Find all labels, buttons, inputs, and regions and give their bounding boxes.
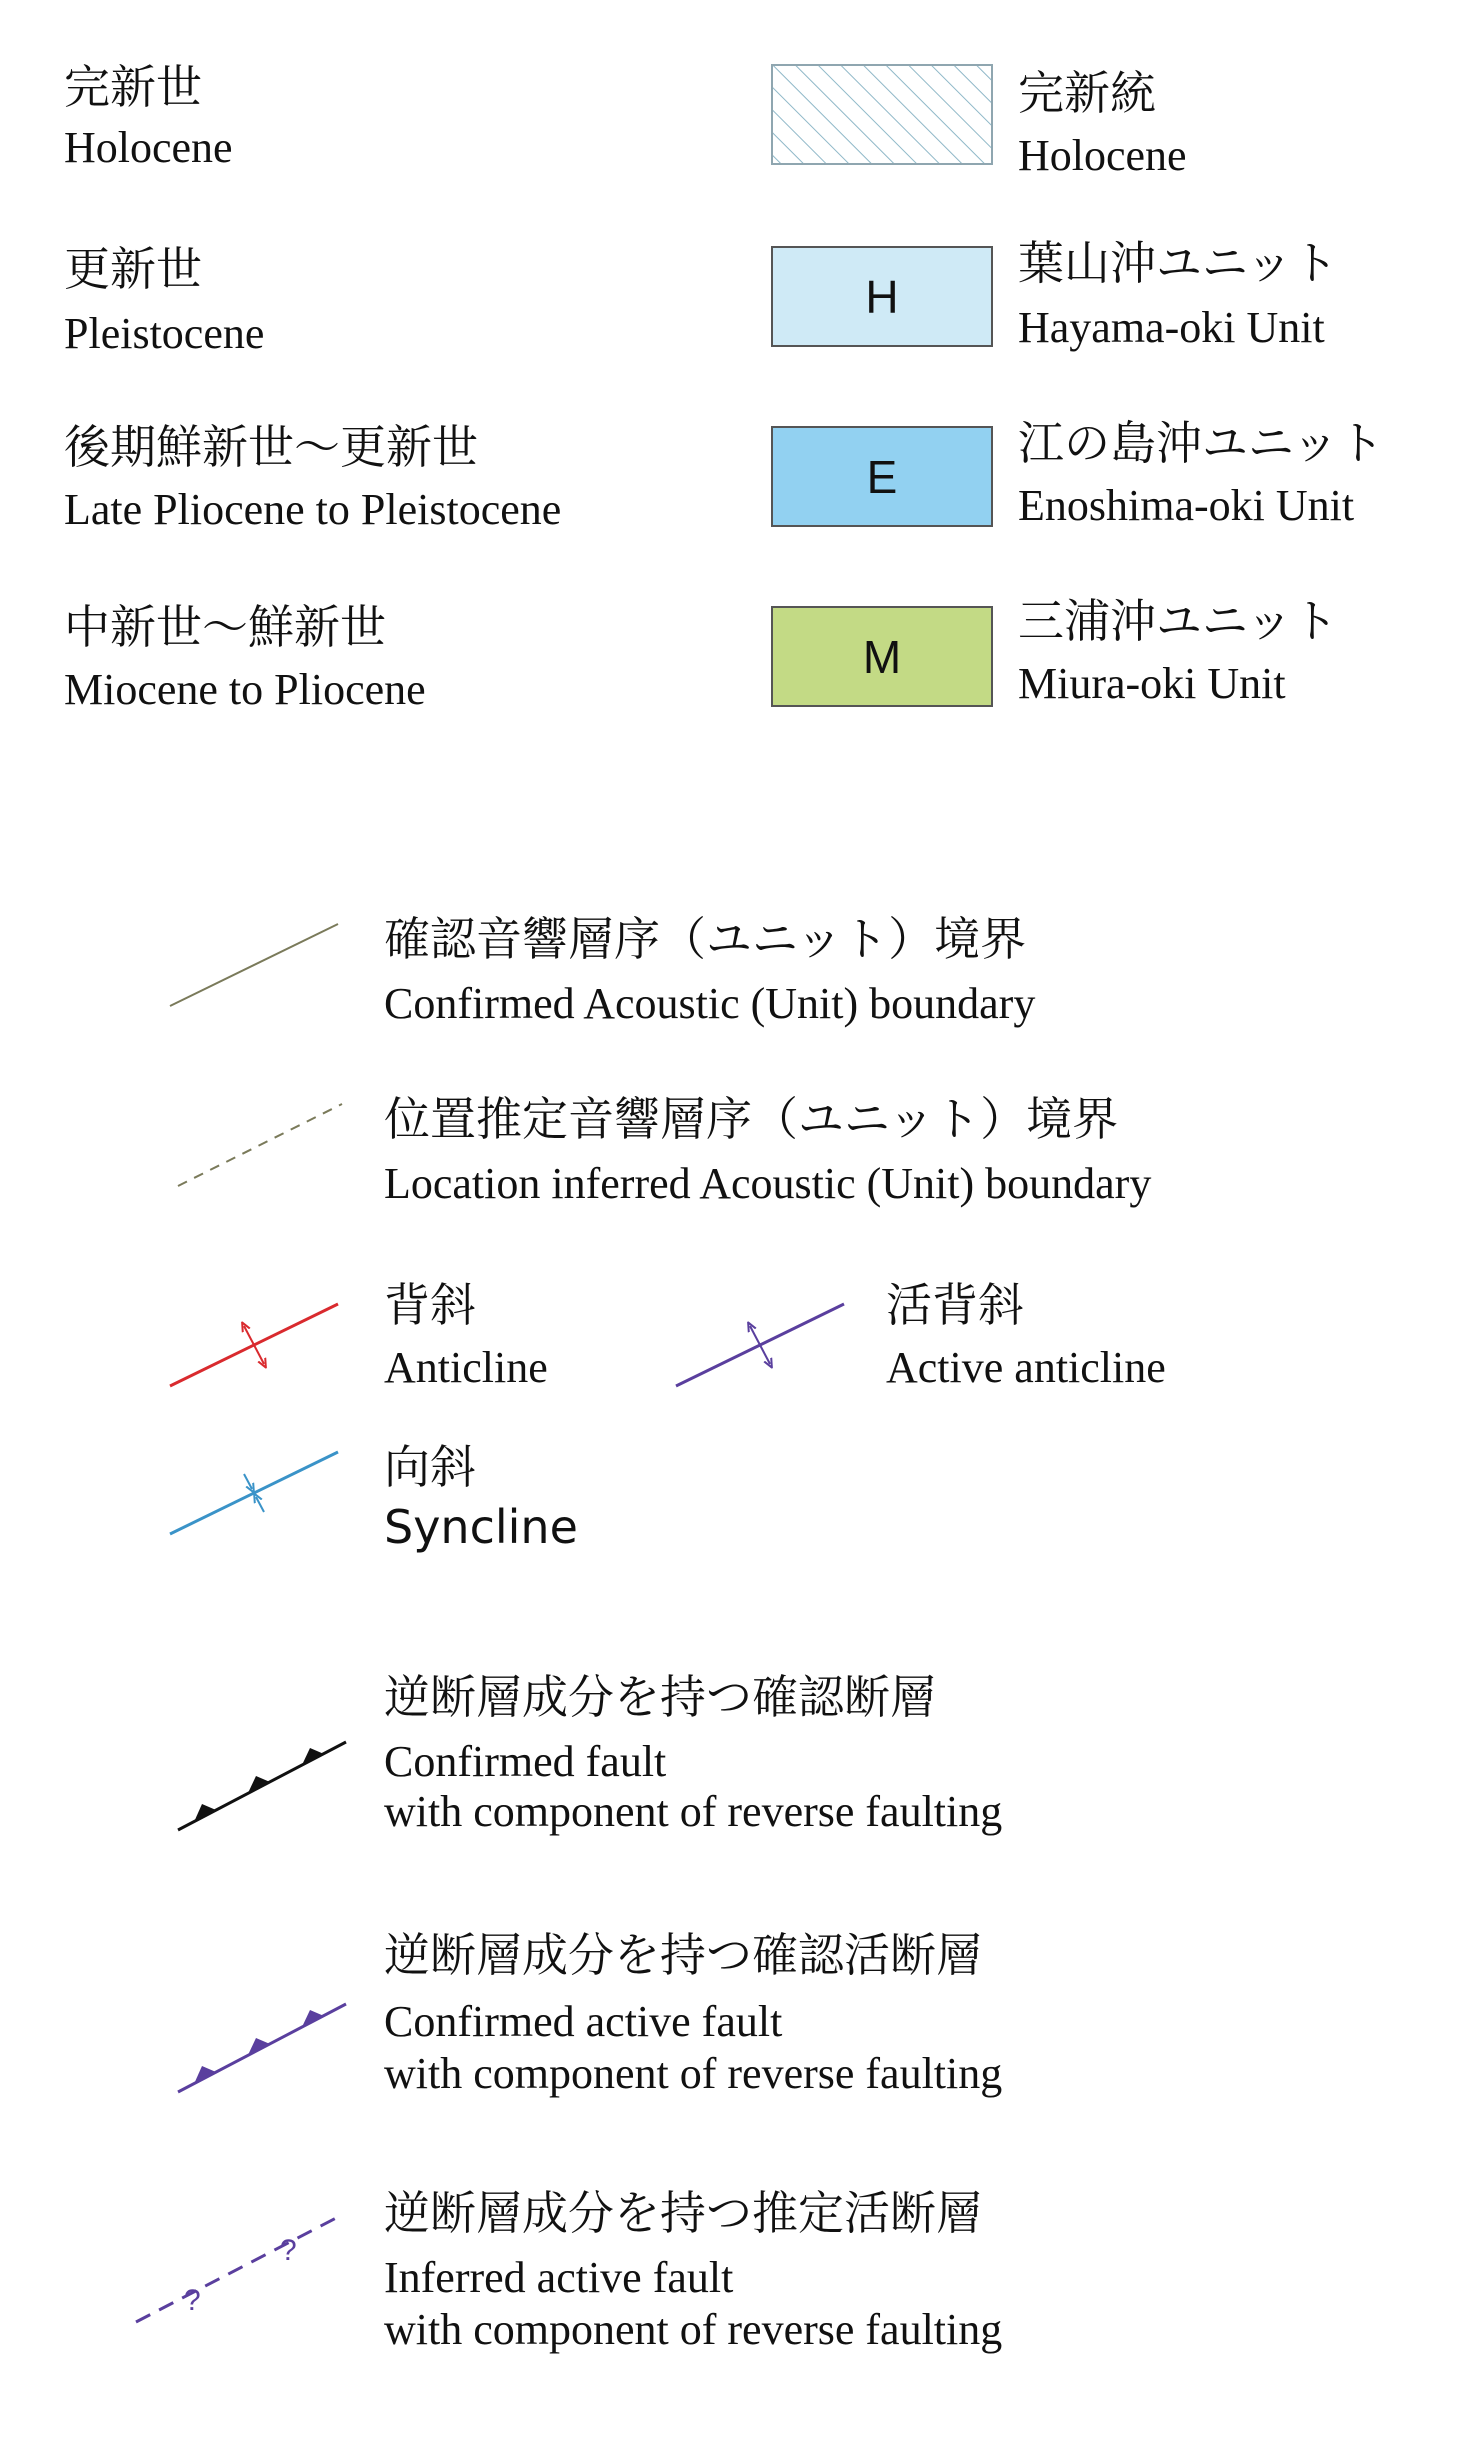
boundary-label-jp: 位置推定音響層序（ユニット）境界: [384, 1092, 1119, 1146]
unit-label-jp: 三浦沖ユニット: [1018, 594, 1339, 648]
fault-label-en: Inferred active fault: [384, 2253, 734, 2302]
unit-swatch-h: H: [771, 246, 993, 347]
fold-label-en: Anticline: [384, 1343, 548, 1392]
era-label-en: Miocene to Pliocene: [64, 665, 426, 714]
unit-label-jp: 江の島沖ユニット: [1018, 416, 1385, 470]
unit-label-jp: 葉山沖ユニット: [1018, 236, 1339, 290]
era-label-jp: 完新世: [64, 60, 202, 114]
anticline-symbol: [168, 1300, 344, 1390]
holocene-hatched-swatch: [771, 64, 993, 165]
unit-label-en: Hayama-oki Unit: [1018, 303, 1325, 352]
unit-swatch-m: M: [771, 606, 993, 707]
unit-swatch-e: E: [771, 426, 993, 527]
boundary-label-en: Confirmed Acoustic (Unit) boundary: [384, 979, 1036, 1028]
fold-label-en: Active anticline: [886, 1343, 1166, 1392]
era-label-en: Late Pliocene to Pleistocene: [64, 485, 562, 534]
boundary-label-en: Location inferred Acoustic (Unit) boundary: [384, 1159, 1152, 1208]
fault-question-marker: ?: [280, 2234, 297, 2267]
inferred-boundary-line-symbol: [176, 1100, 352, 1190]
fault-question-marker: ?: [184, 2284, 201, 2317]
era-label-jp: 更新世: [64, 242, 202, 296]
fold-label-jp: 向斜: [384, 1440, 476, 1494]
unit-label-jp: 完新統: [1018, 66, 1156, 120]
confirmed-fault-symbol: [176, 1734, 356, 1834]
syncline-symbol: [168, 1448, 344, 1538]
fault-label-en-detail: with component of reverse faulting: [384, 2049, 1003, 2098]
era-label-en: Holocene: [64, 123, 233, 172]
fault-label-jp: 逆断層成分を持つ推定活断層: [384, 2186, 982, 2240]
confirmed-active-fault-symbol: [176, 1996, 356, 2096]
fold-label-jp: 背斜: [384, 1278, 476, 1332]
boundary-label-jp: 確認音響層序（ユニット）境界: [384, 912, 1027, 966]
fault-label-jp: 逆断層成分を持つ確認断層: [384, 1670, 936, 1724]
active-anticline-symbol: [674, 1300, 850, 1390]
fold-label-jp: 活背斜: [886, 1278, 1024, 1332]
fault-label-jp: 逆断層成分を持つ確認活断層: [384, 1928, 982, 1982]
unit-label-en: Enoshima-oki Unit: [1018, 481, 1355, 530]
fault-label-en-detail: with component of reverse faulting: [384, 1787, 1003, 1836]
fold-label-en: Syncline: [384, 1500, 578, 1554]
fault-label-en: Confirmed fault: [384, 1737, 667, 1786]
confirmed-boundary-line-symbol: [168, 920, 344, 1010]
era-label-jp: 中新世〜鮮新世: [64, 600, 386, 654]
fault-label-en: Confirmed active fault: [384, 1997, 783, 2046]
unit-label-en: Miura-oki Unit: [1018, 659, 1286, 708]
fault-label-en-detail: with component of reverse faulting: [384, 2305, 1003, 2354]
era-label-en: Pleistocene: [64, 309, 265, 358]
inferred-active-fault-symbol: [132, 2208, 352, 2328]
unit-label-en: Holocene: [1018, 131, 1187, 180]
era-label-jp: 後期鮮新世〜更新世: [64, 420, 478, 474]
